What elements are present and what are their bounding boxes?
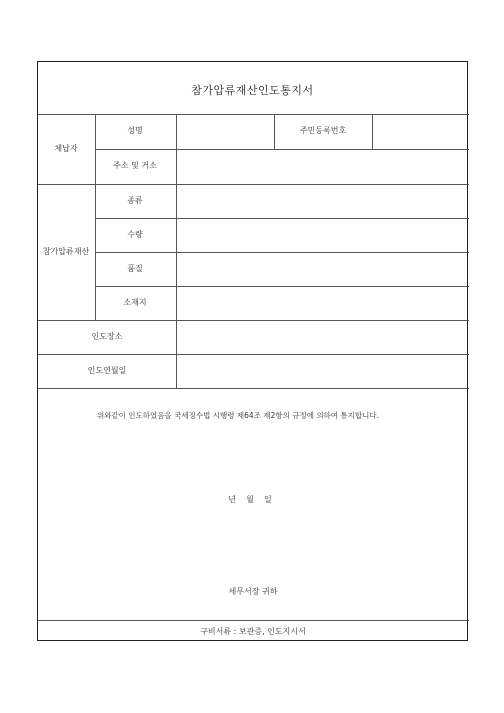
divider	[38, 620, 469, 621]
name-label: 성명	[127, 126, 143, 135]
form-title: 참가압류재산인도통지서	[191, 84, 314, 97]
address-label: 주소 및 거소	[113, 161, 157, 170]
type-field[interactable]	[183, 197, 463, 207]
quantity-field[interactable]	[183, 231, 463, 241]
quantity-label: 수량	[127, 230, 143, 239]
divider	[38, 320, 469, 321]
divider	[38, 354, 469, 355]
delivery-notice-form	[37, 61, 468, 641]
notice-addressee: 세무서장 귀하	[228, 587, 278, 596]
delivery-date-label: 인도연월일	[87, 366, 127, 375]
type-label: 종류	[127, 196, 143, 205]
property-label: 참가압류재산	[42, 247, 90, 256]
quality-label: 품질	[127, 264, 143, 273]
divider	[95, 114, 96, 320]
divider	[95, 149, 469, 150]
address-field[interactable]	[183, 162, 463, 172]
delivery-place-label: 인도장소	[91, 332, 123, 341]
divider	[38, 114, 469, 115]
delivery-date-field[interactable]	[183, 367, 463, 377]
name-field[interactable]	[183, 127, 268, 137]
divider	[95, 252, 469, 253]
divider	[38, 388, 469, 389]
id-number-label: 주민등록번호	[299, 126, 347, 135]
taxpayer-label: 체납자	[54, 144, 78, 153]
divider	[372, 114, 373, 149]
location-label: 소재지	[123, 298, 147, 307]
delivery-place-field[interactable]	[183, 333, 463, 343]
divider	[38, 184, 469, 185]
divider	[274, 114, 275, 149]
notice-date-line: 년 월 일	[228, 495, 272, 504]
quality-field[interactable]	[183, 265, 463, 275]
divider	[95, 286, 469, 287]
id-number-field[interactable]	[378, 127, 463, 137]
location-field[interactable]	[183, 299, 463, 309]
attachments-note: 구비서류 : 보관증, 인도지시서	[200, 627, 306, 636]
divider	[95, 218, 469, 219]
notice-statement: 위와같이 인도하였음을 국세징수법 시행령 제64조 제2항의 규정에 의하여 통지합니다.	[96, 411, 380, 420]
divider	[176, 114, 177, 388]
